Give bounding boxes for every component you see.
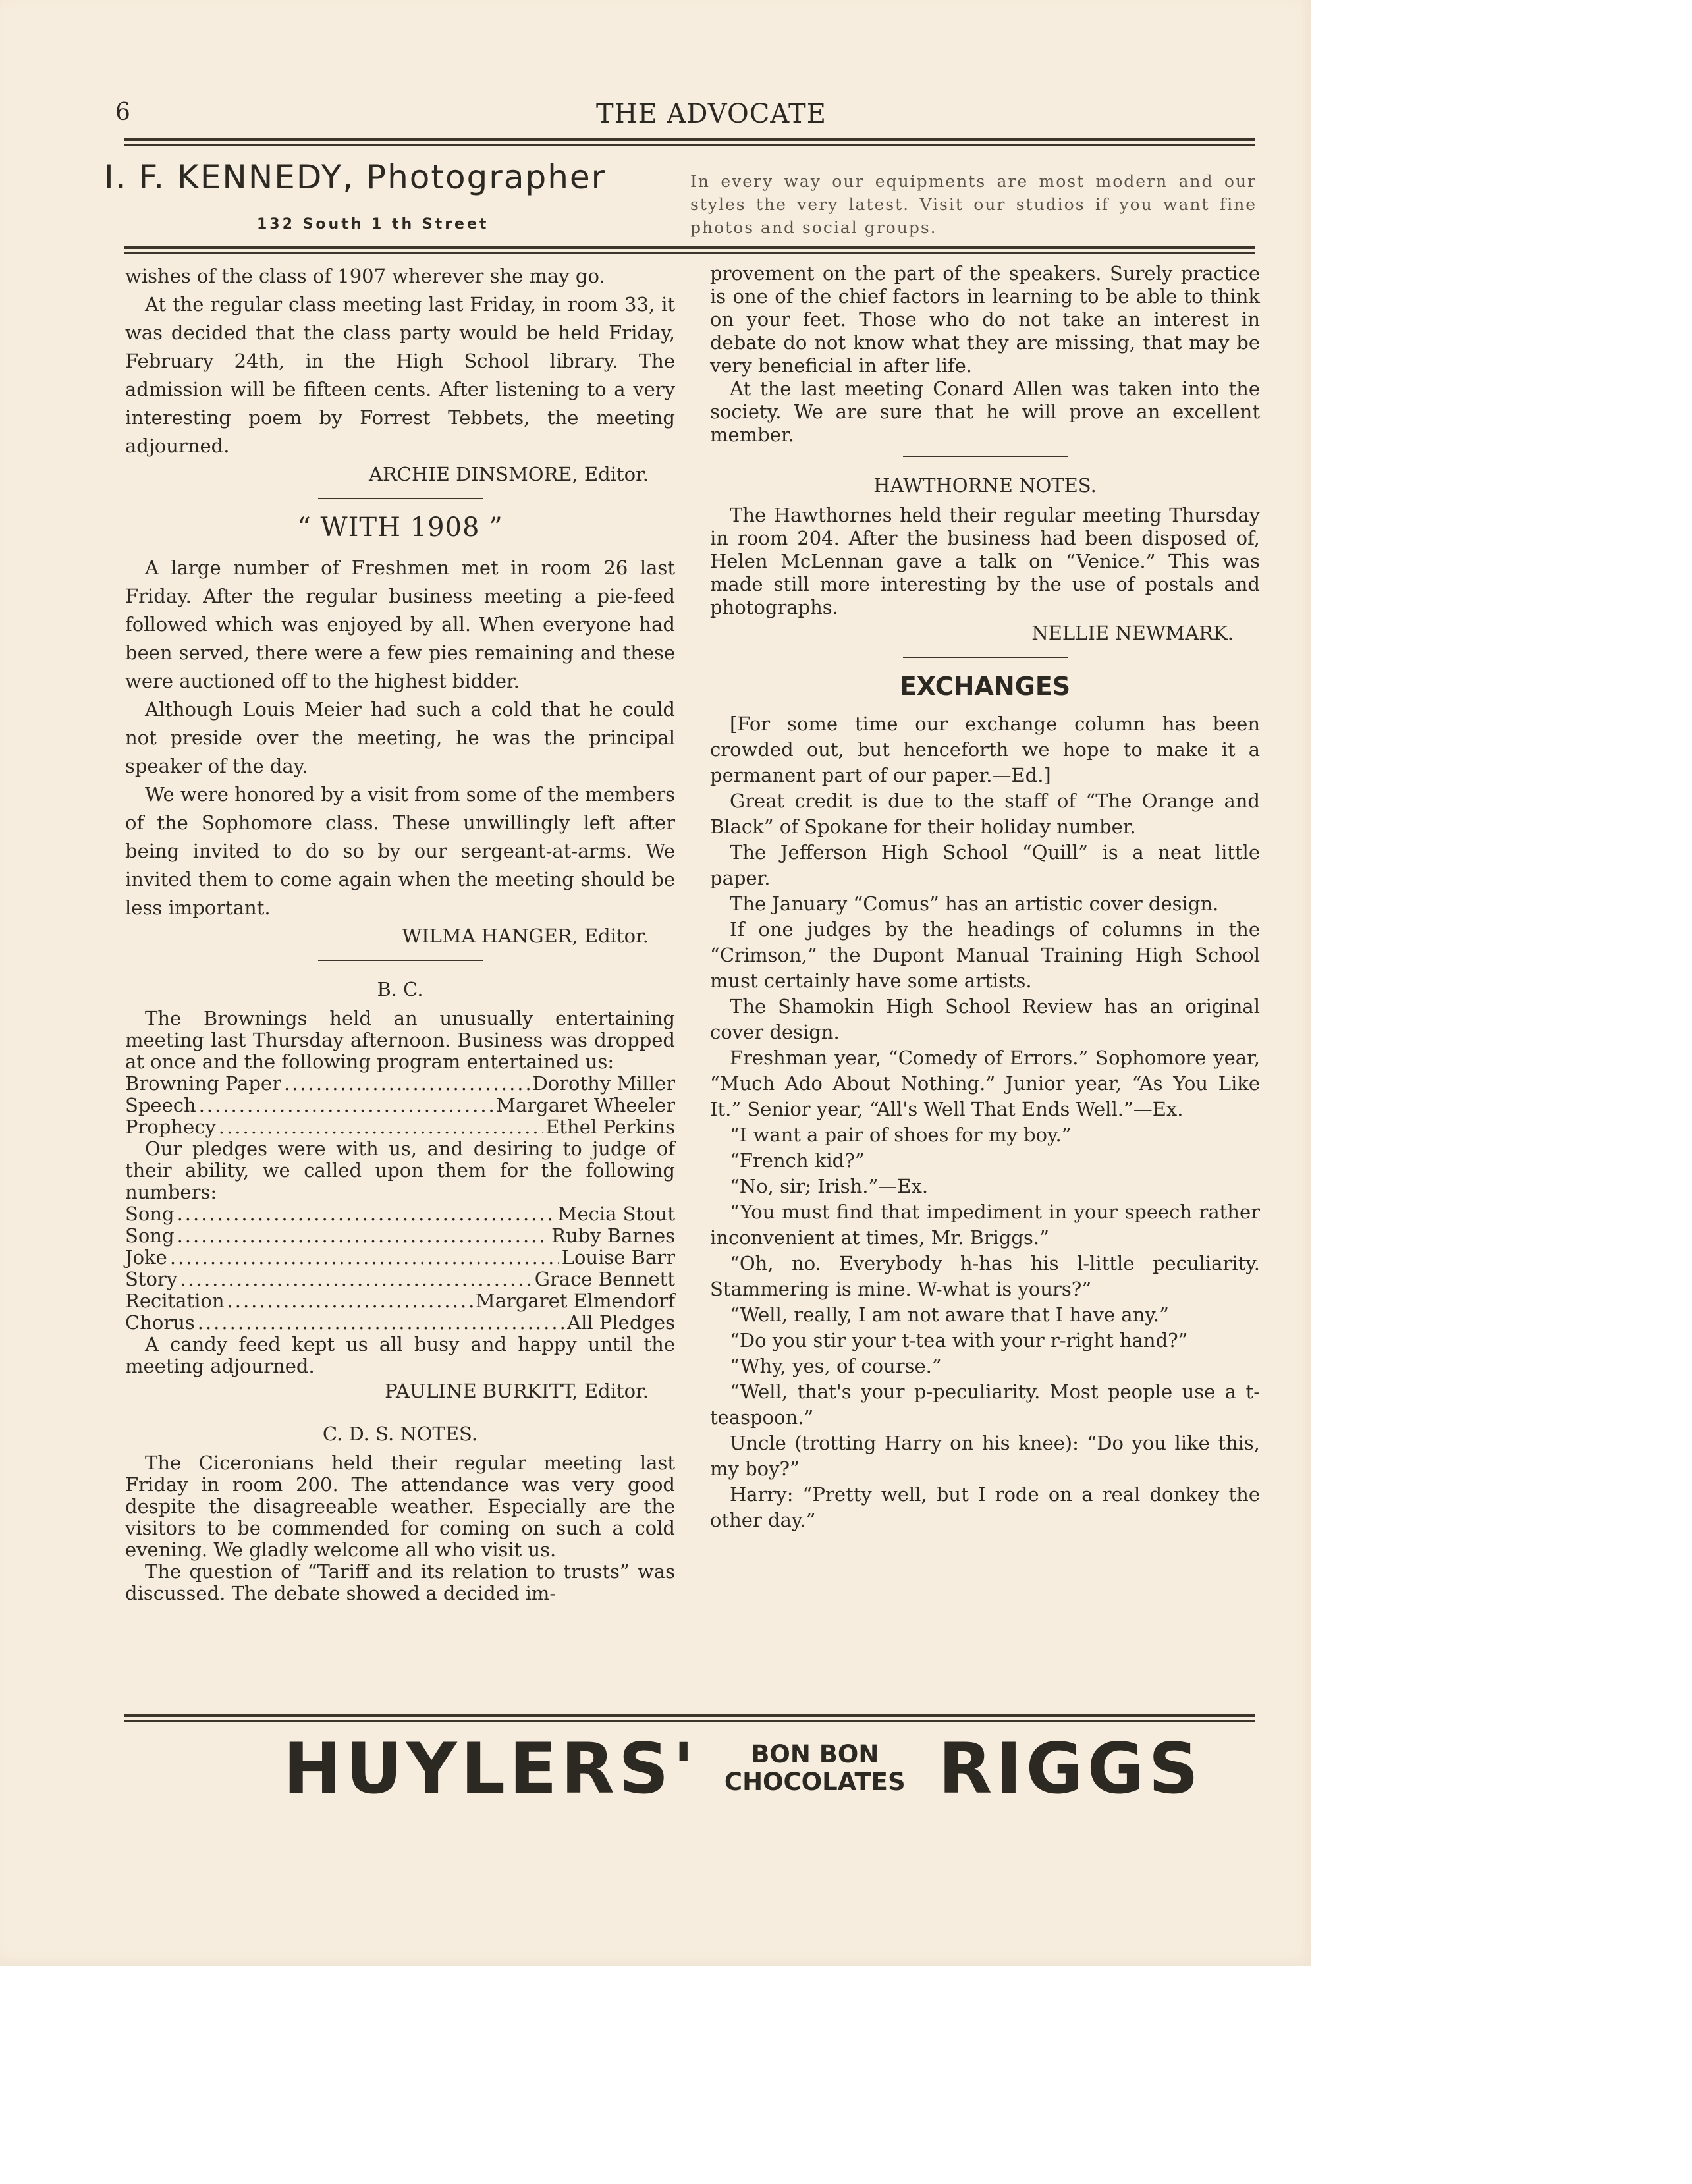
section-heading-cds: C. D. S. NOTES. (322, 1423, 478, 1445)
paragraph: “Do you stir your t-tea with your r-right hand?” (730, 1329, 1188, 1351)
program-row: Prophecy ..... Ethel Perkins (125, 1116, 675, 1138)
footer-ad-huylers: HUYLERS' (283, 1728, 698, 1809)
paragraph: If one judges by the headings of columns in the “Crimson,” the Dupont Manual Training High School must certainly have some artists. (710, 918, 1260, 992)
pledge-program-list (125, 1203, 675, 1334)
paragraph: The question of “Tariff and its relation to trusts” was discussed. The debate showed a decided im- (125, 1560, 675, 1604)
paragraph: The Brownings held an unusually entertaining meeting last Thursday afternoon. Business was dropped at once and the following program entertained us: (125, 1007, 675, 1073)
paragraph: Although Louis Meier had such a cold that he could not preside over the meeting, he was the principal speaker of the day. (125, 698, 675, 777)
right-column (710, 262, 1260, 1533)
photographer-ad-address: 132 South 1 th Street (257, 216, 489, 232)
program-row: Browning Paper ..... Dorothy Miller (125, 1073, 675, 1095)
editor-signature: PAULINE BURKITT, Editor. (385, 1380, 649, 1402)
program-row: Recitation ..... Margaret Elmendorf (125, 1290, 675, 1312)
paragraph: “French kid?” (730, 1149, 865, 1172)
exchanges-body (710, 711, 1260, 1533)
editor-signature: ARCHIE DINSMORE, Editor. (369, 463, 649, 485)
paragraph: “Well, really, I am not aware that I have any.” (730, 1303, 1169, 1326)
paragraph: The Shamokin High School Review has an original cover design. (710, 995, 1260, 1043)
paragraph: provement on the part of the speakers. Surely practice is one of the chief factors in learning to be able to think on your feet. Those who do not take an interest in debate do not know what they are missing, that may be very beneficial in after life. (710, 262, 1260, 377)
program-row: Chorus ..... All Pledges (125, 1312, 675, 1334)
paragraph: “I want a pair of shoes for my boy.” (730, 1124, 1072, 1146)
section-divider (903, 657, 1068, 658)
section-heading-hawthorne: HAWTHORNE NOTES. (873, 474, 1097, 497)
paragraph: “You must find that impediment in your speech rather inconvenient at times, Mr. Briggs.” (710, 1201, 1260, 1249)
section-heading-exchanges: EXCHANGES (899, 672, 1071, 701)
paragraph: The Ciceronians held their regular meeting last Friday in room 200. The attendance was very good despite the disagreeable weather. Especially are the visitors to be commended for coming on such a cold evening. We gladly welcome all who visit us. (125, 1452, 675, 1561)
paragraph: wishes of the class of 1907 wherever she may go. (125, 265, 605, 287)
program-row: Song ..... Ruby Barnes (125, 1225, 675, 1247)
photographer-ad-name: I. F. KENNEDY, Photographer (104, 158, 607, 196)
paragraph: “No, sir; Irish.”—Ex. (730, 1175, 929, 1197)
editor-signature: NELLIE NEWMARK. (1031, 622, 1234, 644)
paragraph: Freshman year, “Comedy of Errors.” Sophomore year, “Much Ado About Nothing.” Junior year, “As You Like It.” Senior year, “All's Well That Ends Well.”—Ex. (710, 1047, 1260, 1120)
program-row: Song ..... Mecia Stout (125, 1203, 675, 1225)
header-rule (124, 138, 1255, 146)
program-row: Speech ..... Margaret Wheeler (125, 1095, 675, 1116)
paragraph: The Jefferson High School “Quill” is a neat little paper. (710, 841, 1260, 889)
footer-ad-banner (283, 1729, 1203, 1808)
left-column (125, 262, 675, 1604)
paragraph: The Hawthornes held their regular meeting Thursday in room 204. After the business had been disposed of, Helen McLennan gave a talk on “Venice.” This was made still more interesting by the use of postals and photographs. (710, 504, 1260, 618)
ad-rule (124, 246, 1255, 254)
paragraph: Great credit is due to the staff of “The Orange and Black” of Spokane for their holiday number. (710, 790, 1260, 838)
paragraph: We were honored by a visit from some of the members of the Sophomore class. These unwillingly left after being invited to do so by our sergeant-at-arms. We invited them to come again when the meeting should be less important. (125, 783, 675, 919)
running-title: THE ADVOCATE (596, 99, 827, 129)
footer-rule (124, 1714, 1255, 1722)
program-row: Joke ..... Louise Barr (125, 1247, 675, 1269)
editor-signature: WILMA HANGER, Editor. (402, 925, 649, 947)
footer-ad-riggs: RIGGS (938, 1728, 1203, 1809)
paragraph: [For some time our exchange column has been crowded out, but henceforth we hope to make it a permanent part of our paper.—Ed.] (710, 713, 1260, 786)
section-heading-with-1908: “ WITH 1908 ” (297, 512, 503, 543)
paragraph: At the last meeting Conard Allen was taken into the society. We are sure that he will prove an excellent member. (710, 377, 1260, 446)
program-list (125, 1073, 675, 1138)
paragraph: Harry: “Pretty well, but I rode on a real donkey the other day.” (710, 1483, 1260, 1531)
photographer-ad-blurb: In every way our equipments are most modern and our styles the very latest. Visit our studios if you want fine photos and social groups. (690, 172, 1257, 237)
paragraph: A candy feed kept us all busy and happy until the meeting adjourned. (125, 1333, 675, 1377)
section-divider (903, 456, 1068, 457)
paragraph: Our pledges were with us, and desiring to judge of their ability, we called upon them for the following numbers: (125, 1137, 675, 1203)
paragraph: The January “Comus” has an artistic cover design. (730, 892, 1219, 915)
paragraph: Uncle (trotting Harry on his knee): “Do you like this, my boy?” (710, 1432, 1260, 1480)
footer-ad-bonbon: BON BON CHOCOLATES (724, 1740, 906, 1796)
section-divider (318, 498, 483, 499)
section-heading-bc: B. C. (377, 978, 423, 1000)
paragraph: “Oh, no. Everybody h-has his l-little peculiarity. Stammering is mine. W-what is yours?” (710, 1252, 1260, 1300)
paragraph: “Well, that's your p-peculiarity. Most people use a t-teaspoon.” (710, 1380, 1260, 1429)
program-row: Story ..... Grace Bennett (125, 1269, 675, 1290)
paragraph: A large number of Freshmen met in room 26 last Friday. After the regular business meeting a pie-feed followed which was enjoyed by all. When everyone had been served, there were a few pies remaining and these were auctioned off to the highest bidder. (125, 557, 675, 692)
paragraph: At the regular class meeting last Friday, in room 33, it was decided that the class party would be held Friday, February 24th, in the High School library. The admission will be fifteen cents. After listening to a very interesting poem by Forrest Tebbets, the meeting adjourned. (125, 293, 675, 457)
section-divider (318, 960, 483, 961)
paragraph: “Why, yes, of course.” (730, 1355, 942, 1377)
page-number: 6 (115, 99, 130, 126)
